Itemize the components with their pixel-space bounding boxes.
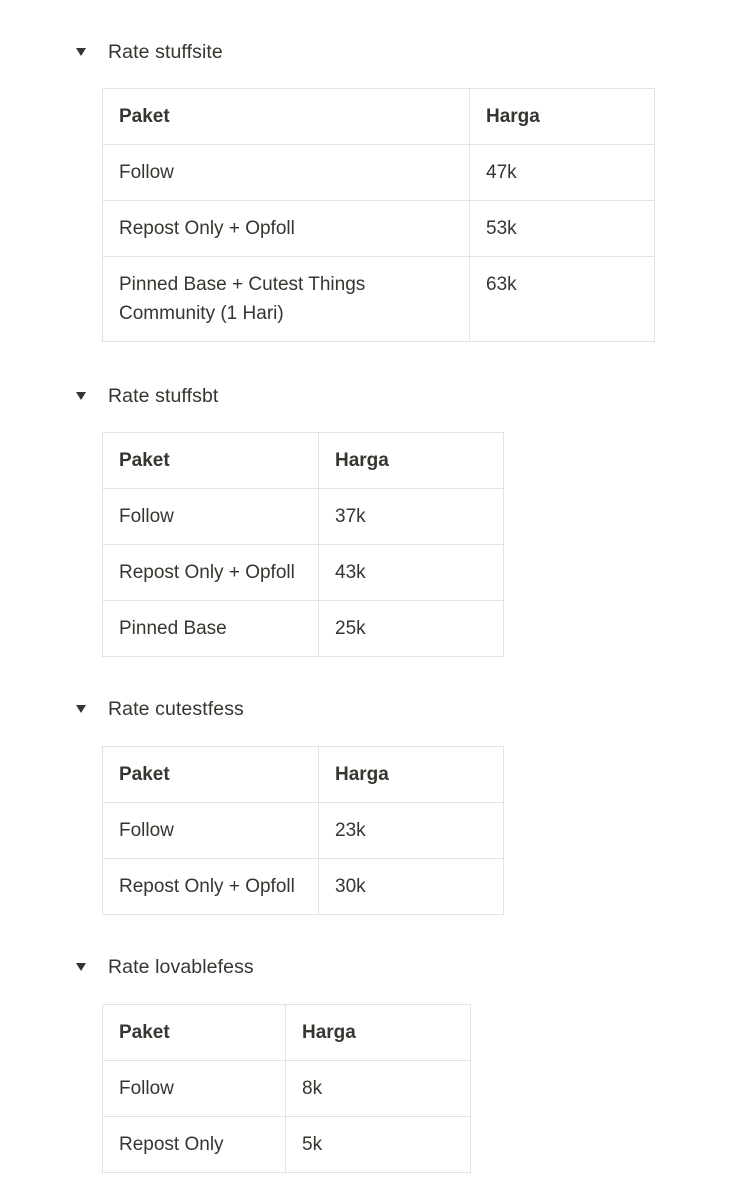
table-row bbox=[103, 803, 504, 859]
package-cell: Pinned Base + Cutest Things Community (1 Hari) bbox=[103, 257, 470, 342]
package-cell: Repost Only bbox=[103, 1117, 286, 1173]
rate-table-stuffsbt bbox=[102, 432, 504, 657]
toggle-title: Rate stuffsite bbox=[108, 40, 223, 63]
caret-down-icon[interactable] bbox=[72, 43, 90, 61]
table-row bbox=[103, 545, 504, 601]
table-header-row bbox=[103, 1005, 471, 1061]
package-cell: Repost Only + Opfoll bbox=[103, 859, 319, 915]
table-header-row bbox=[103, 747, 504, 803]
rate-table-cutestfess bbox=[102, 746, 504, 915]
column-header-harga: Harga bbox=[286, 1005, 471, 1061]
toggle-header-rate-cutestfess[interactable] bbox=[72, 694, 244, 724]
package-cell: Repost Only + Opfoll bbox=[103, 545, 319, 601]
price-cell: 63k bbox=[470, 257, 655, 342]
toggle-header-rate-lovablefess[interactable] bbox=[72, 952, 254, 982]
toggle-header-rate-stuffsbt[interactable] bbox=[72, 381, 218, 411]
table-row bbox=[103, 257, 655, 342]
column-header-harga: Harga bbox=[319, 433, 504, 489]
price-cell: 53k bbox=[470, 201, 655, 257]
package-cell: Follow bbox=[103, 1061, 286, 1117]
column-header-harga: Harga bbox=[470, 89, 655, 145]
table-row bbox=[103, 601, 504, 657]
column-header-harga: Harga bbox=[319, 747, 504, 803]
column-header-paket: Paket bbox=[103, 1005, 286, 1061]
table-row bbox=[103, 1117, 471, 1173]
package-cell: Pinned Base bbox=[103, 601, 319, 657]
price-cell: 43k bbox=[319, 545, 504, 601]
price-cell: 8k bbox=[286, 1061, 471, 1117]
table-header-row bbox=[103, 433, 504, 489]
column-header-paket: Paket bbox=[103, 89, 470, 145]
caret-down-icon[interactable] bbox=[72, 958, 90, 976]
table-row bbox=[103, 489, 504, 545]
rate-table-lovablefess bbox=[102, 1004, 471, 1173]
rate-table-stuffsite bbox=[102, 88, 655, 342]
price-cell: 30k bbox=[319, 859, 504, 915]
table-row bbox=[103, 201, 655, 257]
table-header-row bbox=[103, 89, 655, 145]
toggle-title: Rate cutestfess bbox=[108, 697, 244, 720]
column-header-paket: Paket bbox=[103, 433, 319, 489]
package-cell: Repost Only + Opfoll bbox=[103, 201, 470, 257]
price-cell: 47k bbox=[470, 145, 655, 201]
table-row bbox=[103, 1061, 471, 1117]
caret-down-icon[interactable] bbox=[72, 387, 90, 405]
price-cell: 5k bbox=[286, 1117, 471, 1173]
toggle-title: Rate stuffsbt bbox=[108, 384, 219, 407]
table-row bbox=[103, 145, 655, 201]
caret-down-icon[interactable] bbox=[72, 700, 90, 718]
package-cell: Follow bbox=[103, 803, 319, 859]
toggle-title: Rate lovablefess bbox=[108, 955, 254, 978]
package-cell: Follow bbox=[103, 145, 470, 201]
column-header-paket: Paket bbox=[103, 747, 319, 803]
price-cell: 37k bbox=[319, 489, 504, 545]
toggle-header-rate-stuffsite[interactable] bbox=[72, 37, 223, 67]
package-cell: Follow bbox=[103, 489, 319, 545]
price-cell: 25k bbox=[319, 601, 504, 657]
price-cell: 23k bbox=[319, 803, 504, 859]
table-row bbox=[103, 859, 504, 915]
